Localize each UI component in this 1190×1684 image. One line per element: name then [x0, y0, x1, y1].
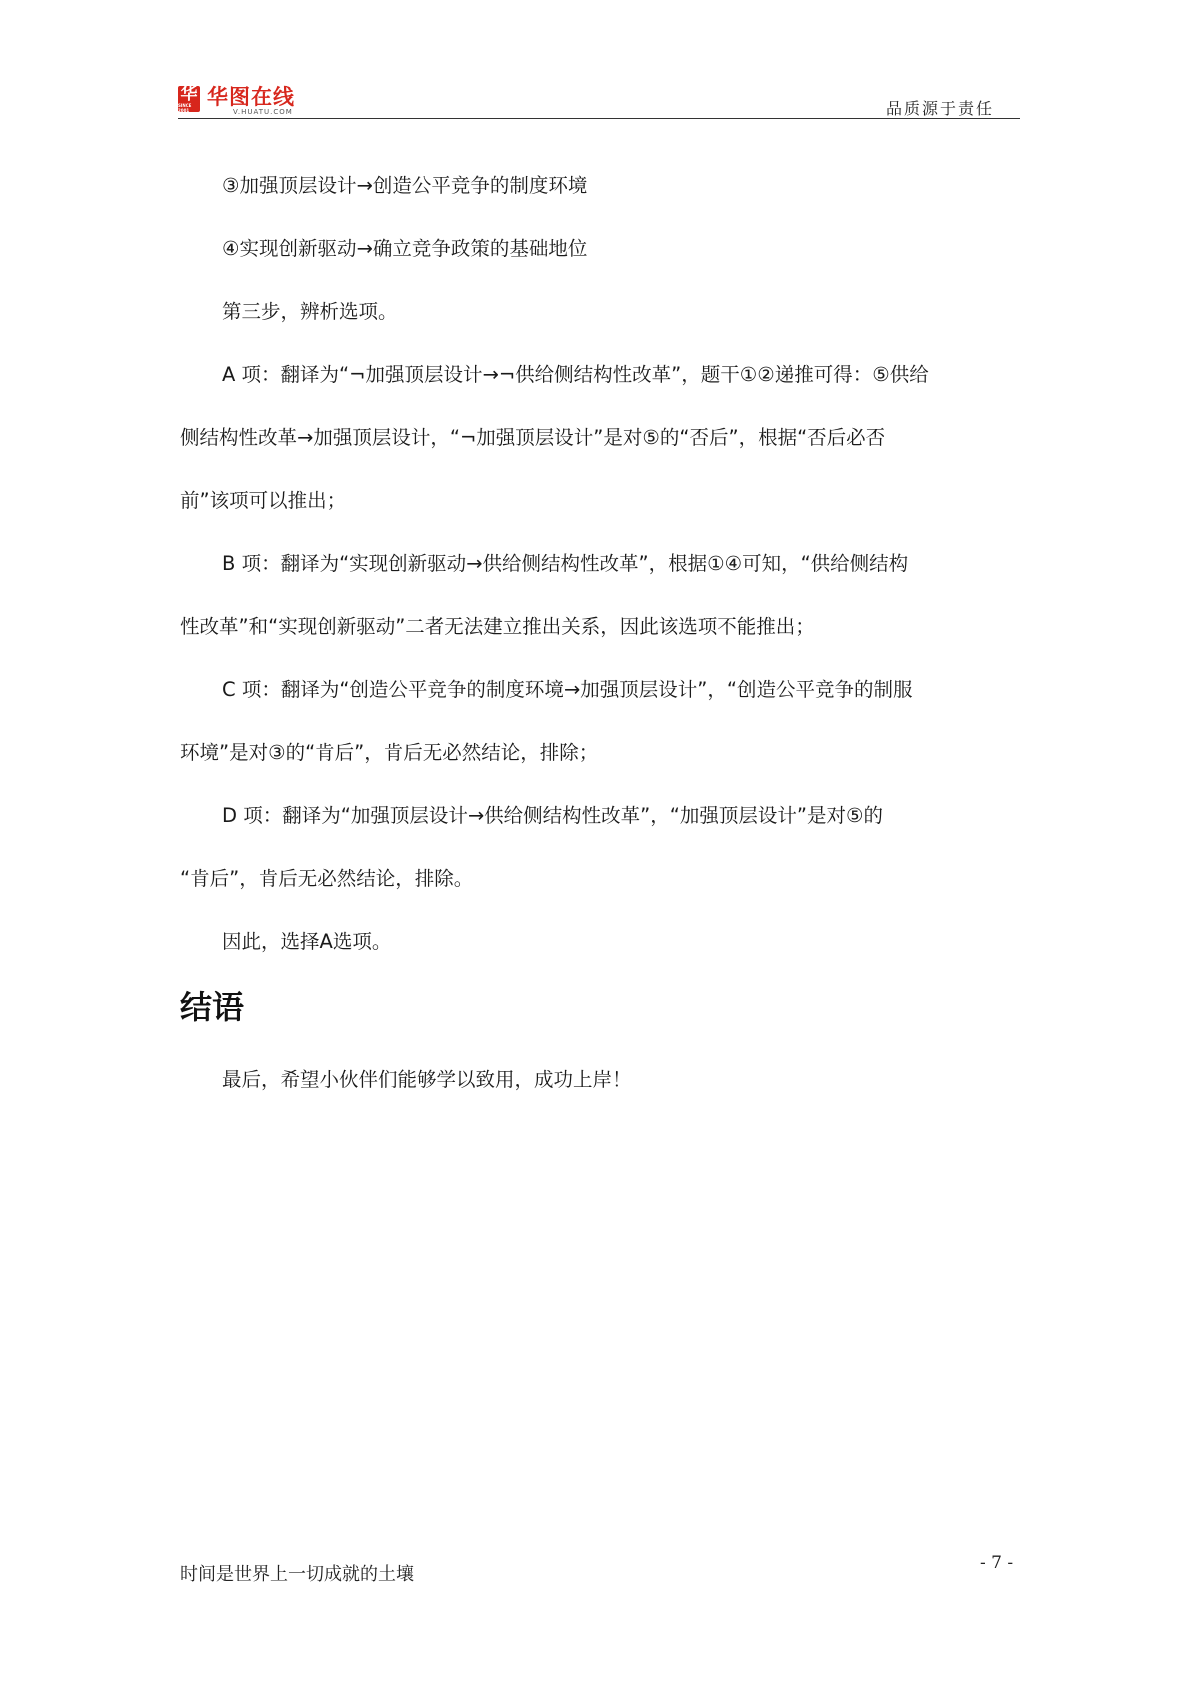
document-body [180, 154, 1030, 973]
logo-url: V.HUATU.COM [233, 108, 293, 116]
body-line: 环境”是对③的“肯后”，肯后无必然结论，排除； [180, 741, 599, 764]
footer-motto: 时间是世界上一切成就的土壤 [180, 1564, 414, 1585]
body-line: D 项：翻译为“加强顶层设计→供给侧结构性改革”，“加强顶层设计”是对⑤的 [222, 804, 883, 827]
body-line: ④实现创新驱动→确立竞争政策的基础地位 [222, 237, 588, 260]
page-header [178, 82, 1020, 119]
section-heading: 结语 [180, 988, 245, 1026]
body-line: ③加强顶层设计→创造公平竞争的制度环境 [222, 174, 588, 197]
body-line: 侧结构性改革→加强顶层设计，“¬加强顶层设计”是对⑤的“否后”，根据“否后必否 [180, 426, 886, 449]
body-line: 前”该项可以推出； [180, 489, 347, 512]
closing-paragraph: 最后，希望小伙伴们能够学以致用，成功上岸！ [222, 1068, 632, 1091]
body-line: C 项：翻译为“创造公平竞争的制度环境→加强顶层设计”，“创造公平竞争的制服 [222, 678, 913, 701]
page-number: - 7 - [980, 1553, 1014, 1573]
logo-name: 华图在线 [207, 85, 295, 109]
body-line: A 项：翻译为“¬加强顶层设计→¬供给侧结构性改革”，题干①②递推可得：⑤供给 [222, 363, 929, 386]
body-line: 因此，选择A选项。 [222, 930, 392, 953]
body-line: “肯后”，肯后无必然结论，排除。 [180, 867, 474, 890]
huatu-logo [178, 86, 295, 116]
body-line: 第三步，辨析选项。 [222, 300, 398, 323]
body-line: B 项：翻译为“实现创新驱动→供给侧结构性改革”，根据①④可知，“供给侧结构 [222, 552, 909, 575]
header-slogan: 品质源于责任 [885, 99, 994, 118]
body-line: 性改革”和“实现创新驱动”二者无法建立推出关系，因此该选项不能推出； [180, 615, 815, 638]
logo-mark-icon: 华 SINCE 2001 [178, 86, 200, 112]
